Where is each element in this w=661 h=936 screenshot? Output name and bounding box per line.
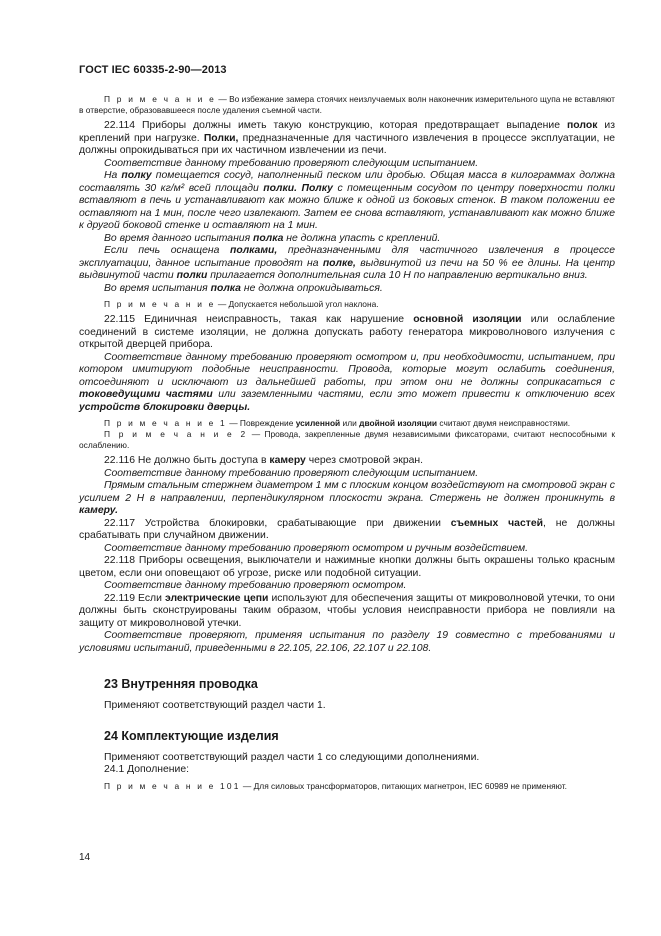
compliance-22-118: Соответствие данному требованию проверяют осмотром. bbox=[104, 580, 407, 591]
test-shelf-extended: Если печь оснащена полками, предназначенными для частичного извлечения в процессе эксплуатации, данное испытание проводят на полке, выдвинутой из печи на 50 % ее длины. На центр выдвинутой части полки прилагается дополнительная сила 10 Н по направлению вертикально вниз. bbox=[79, 245, 615, 281]
compliance-22-119: Соответствие проверяют, применяя испытания по разделу 19 совместно с требованиями и условиями испытаний, приведенными в 22.105, 22.106, 22.107 и 22.108. bbox=[79, 630, 615, 654]
clause-24-1: 24.1 Дополнение: bbox=[104, 764, 190, 775]
test-shelf-tipping: Во время испытания полка не должна опрокидываться. bbox=[104, 282, 383, 294]
compliance-22-116: Соответствие данному требованию проверяют следующим испытанием. bbox=[104, 467, 479, 479]
page-number: 14 bbox=[79, 852, 91, 863]
clause-22-118: 22.118 Приборы освещения, выключатели и нажимные кнопки должны быть окрашены только красным цветом, если они оповещают об угрозе, риске или подобной ситуации. bbox=[79, 555, 615, 579]
clause-22-117: 22.117 Устройства блокировки, срабатывающие при движении съемных частей, не должны срабатывать при случайном движении. bbox=[79, 517, 615, 541]
document-header: ГОСТ IEC 60335-2-90—2013 bbox=[79, 64, 227, 76]
test-shelf-result: Во время данного испытания полка не должна упасть с креплений. bbox=[104, 232, 441, 244]
clause-22-115: 22.115 Единичная неисправность, такая как нарушение основной изоляции или ослабление соединений в системе изоляции, не должна допускать работу генератора микроволнового излучения с открытой дверцей прибора. bbox=[79, 314, 615, 350]
clause-22-116: 22.116 Не должно быть доступа в камеру через смотровой экран. bbox=[104, 455, 423, 466]
note-101: П р и м е ч а н и е 101 — Для силовых трансформаторов, питающих магнетрон, IEC 60989 не применяют. bbox=[104, 780, 567, 791]
test-rod: Прямым стальным стержнем диаметром 1 мм с плоским концом воздействуют на смотровой экран с усилием 2 Н в направлении, перпендикулярном плоскости экрана. Стержень не должен проникнуть в камеру. bbox=[79, 480, 615, 516]
note-measurement: П р и м е ч а н и е — Во избежание замера стоячих неизлучаемых волн наконечник измерительного щупа не вставляют в отверстие, образовавшееся после удаления съемной части. bbox=[79, 94, 616, 115]
section-23-heading: 23 Внутренняя проводка bbox=[104, 677, 258, 691]
compliance-22-117: Соответствие данному требованию проверяют осмотром и ручным воздействием. bbox=[104, 542, 528, 554]
note-tilt: П р и м е ч а н и е — Допускается небольшой угол наклона. bbox=[104, 299, 379, 309]
section-24-heading: 24 Комплектующие изделия bbox=[104, 728, 279, 743]
compliance-22-115: Соответствие данному требованию проверяют осмотром и, при необходимости, испытанием, при котором имитируют подобные неисправности. Провода, которые могут ослабить соединения, отсоединяют и исключают из дальнейшей работы, при этом они не должны соприкасаться с токоведущими частями или заземленными частями, если это может привести к отключению всех устройств блокировки дверцы. bbox=[79, 351, 615, 413]
clause-22-114: 22.114 Приборы должны иметь такую конструкцию, которая предотвращает выпадение полок из креплений при нагрузке. Полки, предназначенные для частичного извлечения в процессе эксплуатации, не должны опрокидываться при их частичном извлечении из печи. bbox=[79, 120, 615, 156]
section-24-text: Применяют соответствующий раздел части 1 со следующими дополнениями. bbox=[104, 751, 480, 763]
note-2-wires: П р и м е ч а н и е 2 — Провода, закрепленные двумя независимыми фиксаторами, считают неспособными к ослаблению. bbox=[79, 429, 615, 450]
clause-22-119: 22.119 Если электрические цепи используют для обеспечения защиты от микроволновой утечки, то они должны быть сконструированы таким образом, чтобы условия неисправности прибора не повлияли на защиту от микроволновой утечки. bbox=[79, 592, 615, 629]
section-23-text: Применяют соответствующий раздел части 1. bbox=[104, 700, 326, 711]
page-content bbox=[79, 94, 615, 792]
note-1-insulation: П р и м е ч а н и е 1 — Повреждение усиленной или двойной изоляции считают двумя неисправностями. bbox=[104, 418, 571, 428]
note-label: П р и м е ч а н и е bbox=[104, 94, 216, 104]
test-shelf-load: На полку помещается сосуд, наполненный песком или дробью. Общая масса в килограммах должна составлять 30 кг/м² всей площади полки. Полку с помещенным сосудом по центру поверхности полки вставляют в печь и устанавливают как можно ближе к одной из боковых стенок. В таком положении ее оставляют на 1 мин, после чего извлекают. Затем ее снова вставляют, устанавливают как можно ближе к другой боковой стенке и оставляют на 1 мин. bbox=[79, 170, 615, 231]
compliance-22-114: Соответствие данному требованию проверяют следующим испытанием. bbox=[104, 157, 479, 169]
